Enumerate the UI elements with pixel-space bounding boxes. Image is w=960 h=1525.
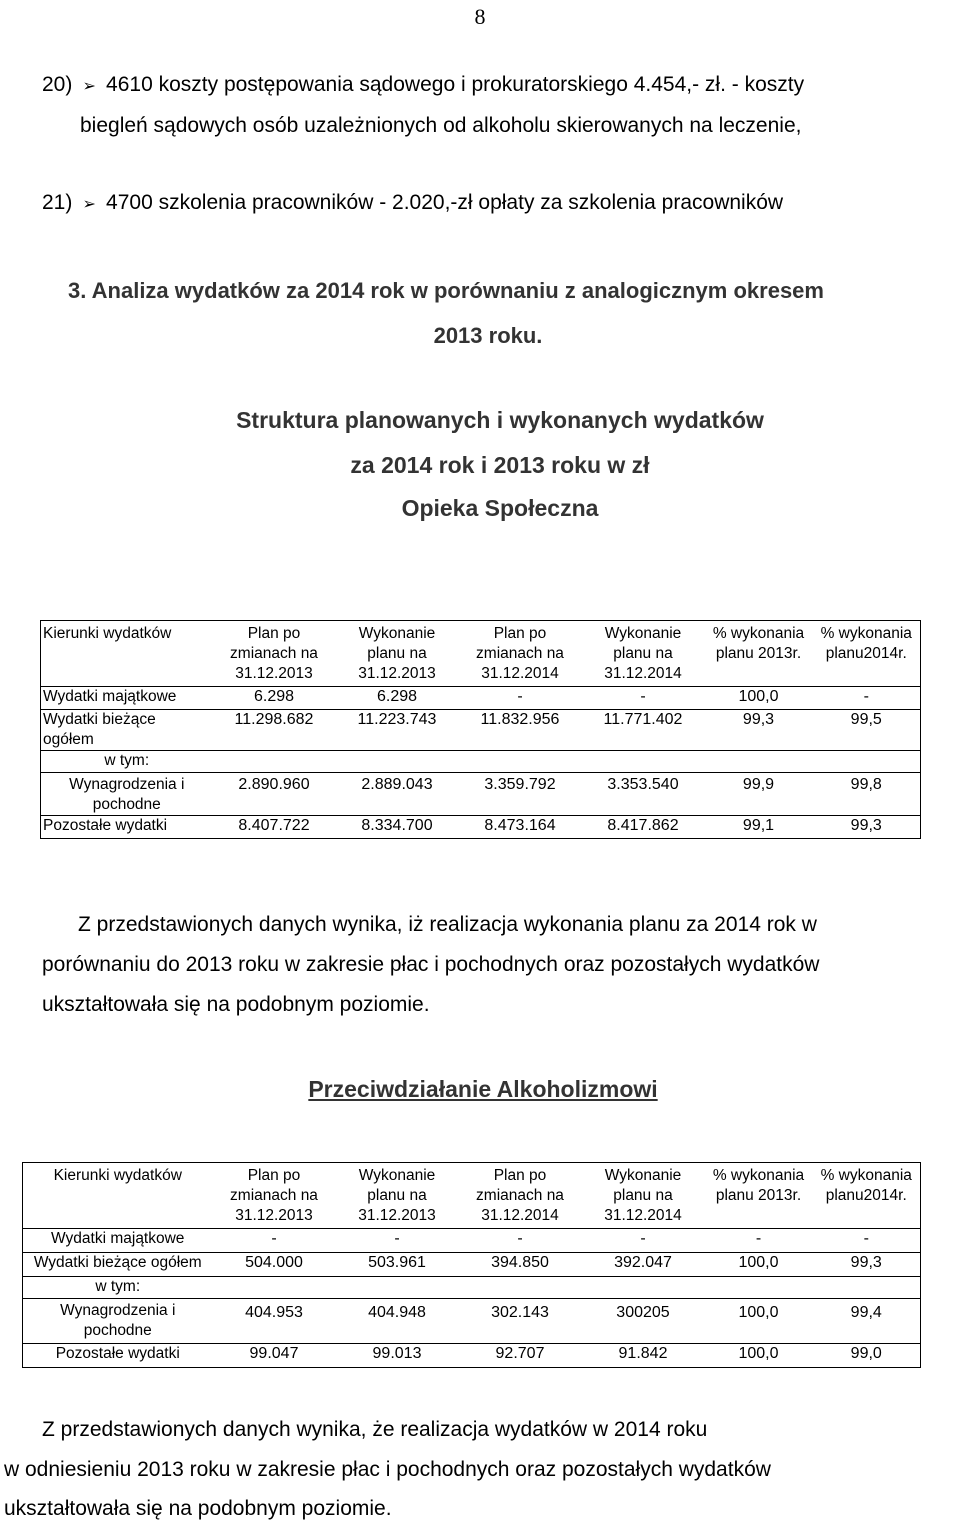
list-item-20-continuation: biegleń sądowych osób uzależnionych od alkoholu skierowanych na leczenie, [80, 114, 802, 137]
table-row: Wydatki majątkowe - - - - - - [23, 1229, 921, 1253]
table-row: Wydatki bieżące ogółem 504.000 503.961 394.850 392.047 100,0 99,3 [23, 1253, 921, 1277]
item-text: 4700 szkolenia pracowników - 2.020,-zł opłaty za szkolenia pracowników [106, 191, 784, 214]
table-row: w tym: [41, 751, 921, 773]
header-col: % wykonania planu 2013r. [705, 1163, 813, 1229]
arrow-bullet-icon: ➢ [82, 78, 96, 95]
structure-subtitle: za 2014 rok i 2013 roku w zł [350, 452, 650, 478]
item-number: 20) [42, 73, 73, 96]
header-col: Wykonanie planu na 31.12.2013 [336, 1163, 459, 1229]
table-row: Wydatki bieżące ogółem 11.298.682 11.223.743 11.832.956 11.771.402 99,3 99,5 [41, 710, 921, 751]
paragraph-1-line-1: Z przedstawionych danych wynika, iż realizacja wykonania planu za 2014 rok w [78, 913, 817, 936]
header-col: % wykonania planu2014r. [813, 621, 921, 687]
section-heading-line2: 2013 roku. [433, 323, 543, 348]
paragraph-2-line-2: w odniesieniu 2013 roku w zakresie płac i pochodnych oraz pozostałych wydatków [4, 1458, 771, 1481]
table-przeciwdzialanie-alkoholizmowi [22, 1162, 921, 1368]
table-header-row [23, 1163, 921, 1229]
page-number: 8 [474, 4, 486, 29]
arrow-bullet-icon: ➢ [82, 196, 96, 213]
header-col: % wykonania planu 2013r. [705, 621, 813, 687]
structure-category: Opieka Społeczna [401, 495, 599, 521]
structure-title: Struktura planowanych i wykonanych wydatków [236, 407, 764, 433]
paragraph-1-line-3: ukształtowała się na podobnym poziomie. [42, 993, 430, 1016]
item-text: 4610 koszty postępowania sądowego i prokuratorskiego 4.454,- zł. - koszty [106, 73, 805, 96]
header-col: Plan po zmianach na 31.12.2013 [213, 621, 336, 687]
table-row: Pozostałe wydatki 8.407.722 8.334.700 8.473.164 8.417.862 99,1 99,3 [41, 816, 921, 839]
header-col: Wykonanie planu na 31.12.2014 [582, 1163, 705, 1229]
table-header-row [41, 621, 921, 687]
header-col: Wykonanie planu na 31.12.2014 [582, 621, 705, 687]
paragraph-2-line-3: ukształtowała się na podobnym poziomie. [4, 1497, 392, 1520]
header-col: Wykonanie planu na 31.12.2013 [336, 621, 459, 687]
list-item-21 [42, 191, 783, 215]
table-row: Wynagrodzenia i pochodne 404.953 404.948 302.143 300205 100,0 99,4 [23, 1299, 921, 1344]
list-item-20 [42, 73, 804, 97]
table-row: Pozostałe wydatki 99.047 99.013 92.707 91.842 100,0 99,0 [23, 1344, 921, 1368]
section-heading: 3. Analiza wydatków za 2014 rok w porównaniu z analogicznym okresem [68, 278, 824, 303]
paragraph-2-line-1: Z przedstawionych danych wynika, że realizacja wydatków w 2014 roku [42, 1418, 708, 1441]
header-col: Plan po zmianach na 31.12.2014 [459, 1163, 582, 1229]
header-col: Plan po zmianach na 31.12.2013 [213, 1163, 336, 1229]
table-opieka-spoleczna [40, 620, 921, 839]
table-row: Wydatki majątkowe 6.298 6.298 - - 100,0 - [41, 687, 921, 710]
section-title-alkoholizm: Przeciwdziałanie Alkoholizmowi [308, 1076, 658, 1102]
header-kierunki: Kierunki wydatków [41, 621, 213, 687]
paragraph-1-line-2: porównaniu do 2013 roku w zakresie płac i pochodnych oraz pozostałych wydatków [42, 953, 820, 976]
header-col: Plan po zmianach na 31.12.2014 [459, 621, 582, 687]
table-row: w tym: [23, 1277, 921, 1299]
header-kierunki: Kierunki wydatków [23, 1163, 213, 1229]
item-number: 21) [42, 191, 73, 214]
table-row: Wynagrodzenia i pochodne 2.890.960 2.889.043 3.359.792 3.353.540 99,9 99,8 [41, 773, 921, 816]
header-col: % wykonania planu2014r. [813, 1163, 921, 1229]
